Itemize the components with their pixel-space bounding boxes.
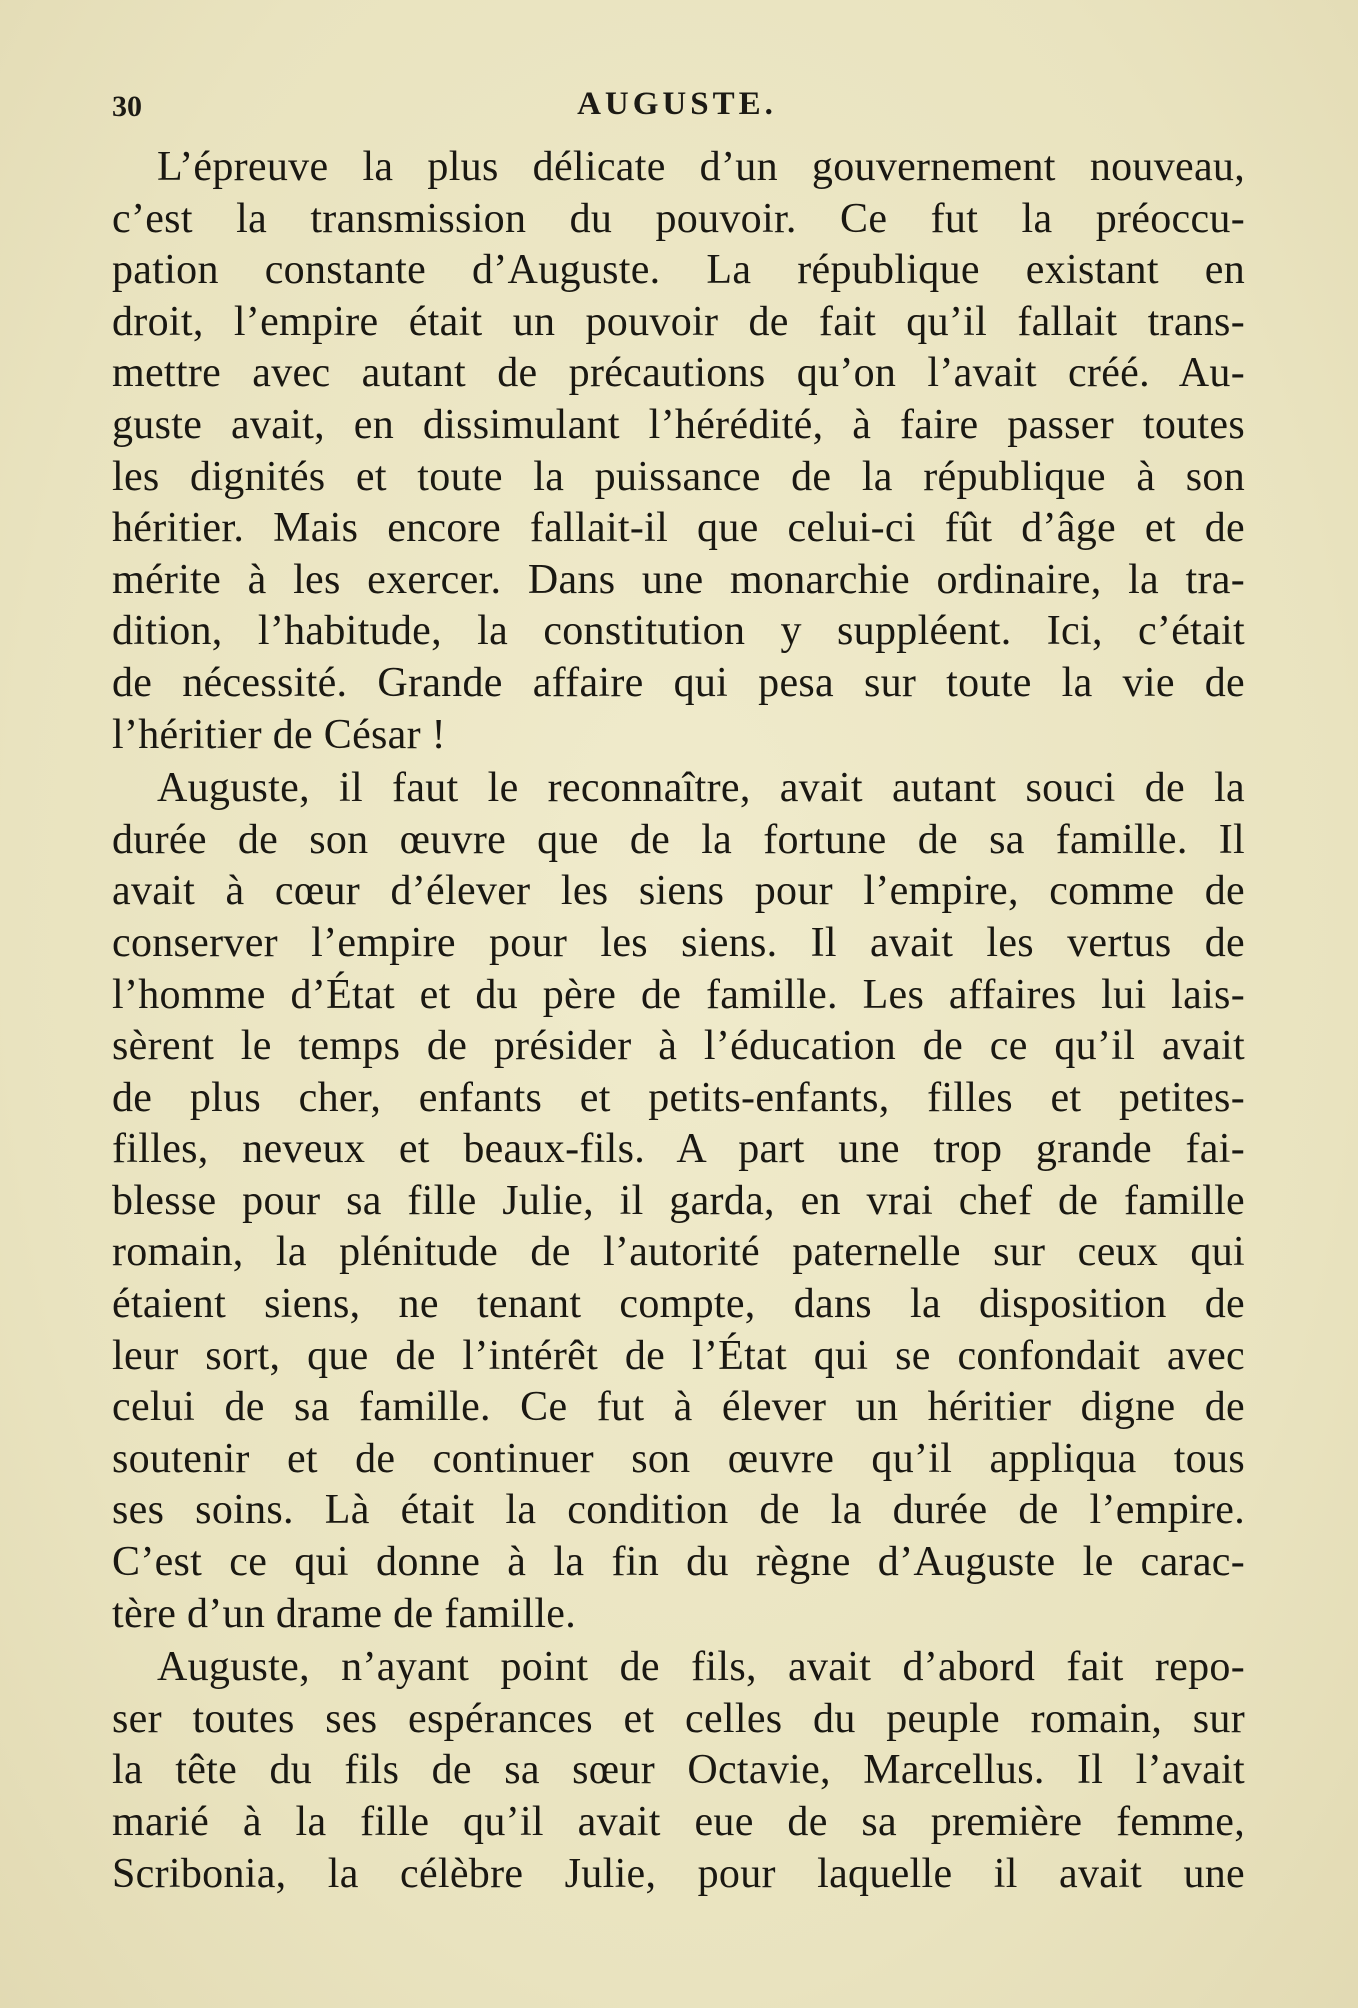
- text-line: Scribonia, la célèbre Julie, pour laquelle il avait une: [112, 1850, 1245, 1897]
- text-line: C’est ce qui donne à la fin du règne d’Auguste le carac-: [112, 1539, 1245, 1586]
- text-line: étaient siens, ne tenant compte, dans la disposition de: [112, 1281, 1245, 1328]
- text-line: avait à cœur d’élever les siens pour l’empire, comme de: [112, 868, 1245, 915]
- text-line: leur sort, que de l’intérêt de l’État qui se confondait avec: [112, 1332, 1245, 1379]
- text-line: c’est la transmission du pouvoir. Ce fut la préoccu-: [112, 195, 1245, 242]
- text-line: marié à la fille qu’il avait eue de sa première femme,: [112, 1799, 1245, 1845]
- paragraph-3: [112, 1642, 1245, 1900]
- text-line: tère d’un drame de famille.: [112, 1590, 577, 1637]
- text-line: durée de son œuvre que de la fortune de sa famille. Il: [112, 816, 1245, 863]
- text-line: L’épreuve la plus délicate d’un gouvernement nouveau,: [157, 144, 1245, 190]
- text-line: guste avait, en dissimulant l’hérédité, à faire passer toutes: [112, 401, 1245, 448]
- text-line: dition, l’habitude, la constitution y suppléent. Ici, c’était: [112, 608, 1245, 655]
- text-line: mettre avec autant de précautions qu’on l’avait créé. Au-: [112, 350, 1245, 397]
- page-header: [112, 86, 1242, 130]
- text-line: de plus cher, enfants et petits-enfants, filles et petites-: [112, 1074, 1245, 1121]
- text-line: l’homme d’État et du père de famille. Les affaires lui lais-: [112, 971, 1245, 1018]
- body-text: [112, 142, 1245, 1900]
- text-line: romain, la plénitude de l’autorité paternelle sur ceux qui: [112, 1229, 1245, 1276]
- text-line: droit, l’empire était un pouvoir de fait qu’il fallait trans-: [112, 298, 1245, 345]
- paragraph-1: [112, 142, 1245, 761]
- text-line: les dignités et toute la puissance de la république à son: [112, 453, 1245, 500]
- text-line: blesse pour sa fille Julie, il garda, en vrai chef de famille: [112, 1177, 1245, 1224]
- text-line: ses soins. Là était la condition de la durée de l’empire.: [112, 1487, 1245, 1534]
- paragraph-2: [112, 763, 1245, 1640]
- text-line: sèrent le temps de présider à l’éducation de ce qu’il avait: [112, 1023, 1245, 1070]
- running-title: AUGUSTE.: [577, 86, 777, 122]
- text-line: Auguste, n’ayant point de fils, avait d’abord fait repo-: [157, 1644, 1245, 1691]
- text-line: soutenir et de continuer son œuvre qu’il appliqua tous: [112, 1435, 1245, 1482]
- text-line: de nécessité. Grande affaire qui pesa sur toute la vie de: [112, 659, 1245, 706]
- text-line: conserver l’empire pour les siens. Il avait les vertus de: [112, 919, 1245, 966]
- text-line: l’héritier de César !: [112, 711, 446, 758]
- text-line: Auguste, il faut le reconnaître, avait autant souci de la: [157, 765, 1245, 812]
- text-line: héritier. Mais encore fallait-il que celui-ci fût d’âge et de: [112, 505, 1245, 552]
- text-line: la tête du fils de sa sœur Octavie, Marcellus. Il l’avait: [112, 1747, 1245, 1794]
- text-line: ser toutes ses espérances et celles du peuple romain, sur: [112, 1695, 1245, 1742]
- text-line: filles, neveux et beaux-fils. A part une trop grande fai-: [112, 1126, 1245, 1173]
- text-line: pation constante d’Auguste. La république existant en: [112, 247, 1245, 294]
- page-number: 30: [112, 90, 142, 123]
- text-line: mérite à les exercer. Dans une monarchie ordinaire, la tra-: [112, 556, 1245, 603]
- text-line: celui de sa famille. Ce fut à élever un héritier digne de: [112, 1384, 1245, 1431]
